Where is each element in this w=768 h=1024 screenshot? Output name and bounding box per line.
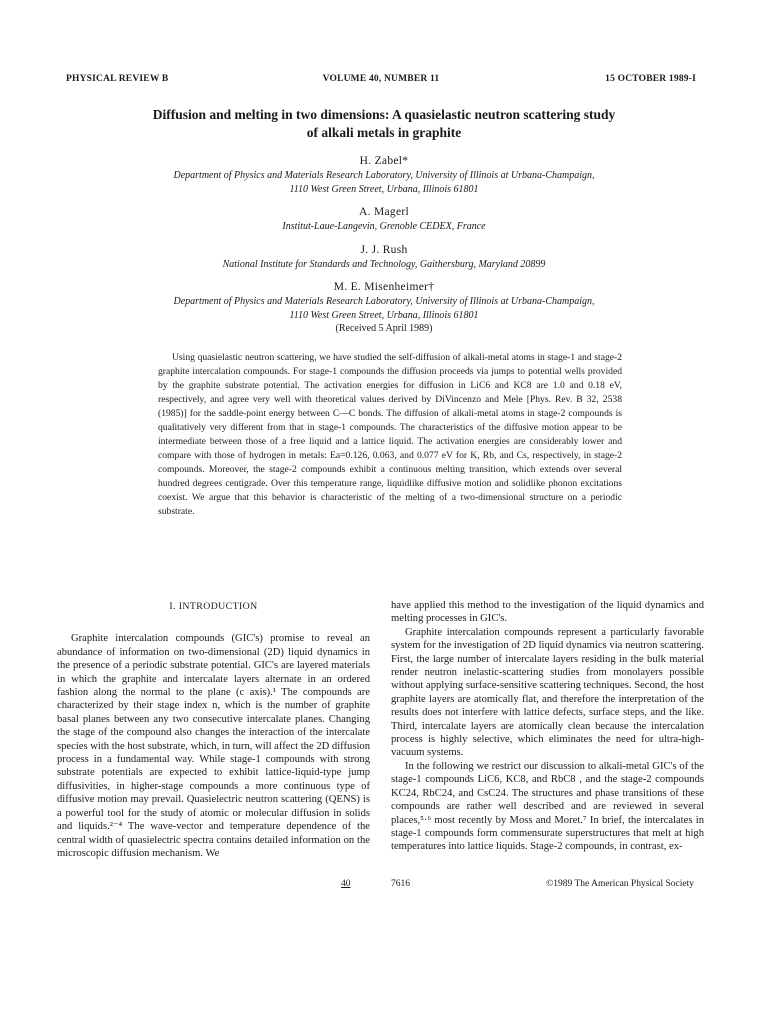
affiliation-line: Institut-Laue-Langevin, Grenoble CEDEX, France [282, 221, 486, 232]
section-heading: I. INTRODUCTION [169, 601, 258, 612]
volume-number: VOLUME 40, NUMBER 11 [322, 74, 440, 84]
affiliation-line: National Institute for Standards and Technology, Gaithersburg, Maryland 20899 [222, 258, 546, 270]
author-block [80, 205, 688, 234]
title-line-1: Diffusion and melting in two dimensions: A quasielastic neutron scattering study [152, 107, 616, 122]
running-header [66, 74, 696, 88]
affiliation [80, 295, 688, 322]
author-block [80, 243, 688, 272]
body-paragraph: Graphite intercalation compounds (GIC's) promise to reveal an abundance of information on two-dimensional (2D) liquid dynamics in the presence of a periodic substrate potential. GIC's are layered materials in which the graphite and intercalate layers alternate in an ordered fashion along the normal to the plane (c axis).¹ The compounds are characterized by their stage index n, which is the number of graphite basal planes between any two consecutive intercalate planes. Changing the stage of the compound also changes the interaction of the intercalate species with the host substrate, which, in turn, will affect the 2D diffusion process in a fundamental way. While stage-1 compounds with strong substrate potentials are expected to exhibit lattice-liquid-type jump diffusivities, in higher-stage compounds a more continuous type of diffusive motion may prevail. Quasielectric neutron scattering (QENS) is a powerful tool for the study of atomic or molecular diffusion in solids and liquids.²⁻⁴ The wave-vector and temperature dependence of the central width of quasielectric spectra contains detailed information on the microscopic diffusion mechanism. We [57, 633, 370, 859]
abstract: Using quasielastic neutron scattering, we have studied the self-diffusion of alkali-metal atoms in stage-1 and stage-2 graphite intercalation compounds. For stage-1 compounds the diffusion proceeds via jumps to potential wells provided by the graphite substrate potential. The activation energies for diffusion in LiC6 and KC8 are 1.0 and 0.18 eV, respectively, and agree very well with theoretical values derived by DiVincenzo and Mele [Phys. Rev. B 32, 2538 (1985)] for the saddle-point energy between C—C bonds. The diffusion of alkali-metal atoms in stage-2 compounds is qualitatively very different from that in stage-1 compounds. The characteristics of the diffusive motion appear to be intermediate between those of a free liquid and a lattice liquid. The activation energies are considerably lower and compare with those of hydrogen in metals: Ea=0.126, 0.063, and 0.077 eV for K, Rb, and Cs, respectively, in stage-2 compounds. Moreover, the stage-2 compounds exhibit a continuous melting transition, which extends over several hundred degrees centigrade. Over this temperature range, liquidlike diffusive motion and solidlike phonon excitations coexist. We argue that this behavior is characteristic of the melting of a two-dimensional structure on a periodic substrate. [158, 352, 622, 517]
affiliation-line: Department of Physics and Materials Research Laboratory, University of Illinois at Urbana-Champaign, [173, 170, 595, 181]
footer-volume: 40 [341, 879, 351, 889]
title-line-2: of alkali metals in graphite [306, 125, 462, 140]
article-title [100, 106, 668, 142]
body-paragraph: Graphite intercalation compounds represent a particularly favorable system for the investigation of 2D liquid dynamics via neutron scattering. First, the large number of intercalate layers residing in the bulk material render neutron inelastic-scattering studies from monolayers possible without applying surface-sensitive scattering techniques. Second, the host graphite layers are atomically flat, and therefore the interpretation of the results does not interfere with lattice defects, surface steps, and the like. Third, intercalate layers are atomically clean because the intercalation process is highly selective, which eliminates the need for ultra-high-vacuum systems. [391, 626, 704, 759]
issue-date: 15 OCTOBER 1989-I [605, 74, 696, 84]
page-footer [0, 879, 768, 893]
affiliation-line: 1110 West Green Street, Urbana, Illinois 61801 [289, 183, 479, 195]
journal-name: PHYSICAL REVIEW B [66, 74, 169, 84]
affiliation [80, 258, 688, 272]
received-date: (Received 5 April 1989) [335, 323, 433, 334]
left-column [57, 598, 370, 860]
copyright: ©1989 The American Physical Society [546, 879, 694, 889]
right-column [391, 599, 704, 854]
author-block [80, 154, 688, 196]
author-name: H. Zabel* [359, 155, 409, 167]
body-paragraph: have applied this method to the investigation of the liquid dynamics and melting processes in GIC's. [391, 600, 704, 625]
affiliation-line: Department of Physics and Materials Research Laboratory, University of Illinois at Urbana-Champaign, [173, 296, 595, 307]
author-list [80, 154, 688, 345]
affiliation [80, 169, 688, 196]
body-paragraph: In the following we restrict our discussion to alkali-metal GIC's of the stage-1 compounds LiC6, KC8, and RbC8 , and the stage-2 compounds KC24, RbC24, and CsC24. The structures and phase transitions of these compounds are rather well described and are reviewed in several places,⁵·⁶ most recently by Moss and Moret.⁷ In brief, the intercalates in stage-1 compounds form commensurate superstructures that melt at high temperatures into lattice liquids. Stage-2 compounds, in contrast, ex- [391, 760, 704, 853]
affiliation [80, 220, 688, 234]
author-name: A. Magerl [359, 206, 409, 218]
affiliation-line: 1110 West Green Street, Urbana, Illinois 61801 [289, 309, 479, 321]
author-name: J. J. Rush [360, 243, 408, 256]
page-number: 7616 [391, 879, 410, 889]
author-name: M. E. Misenheimer† [333, 281, 435, 293]
author-block [80, 280, 688, 336]
